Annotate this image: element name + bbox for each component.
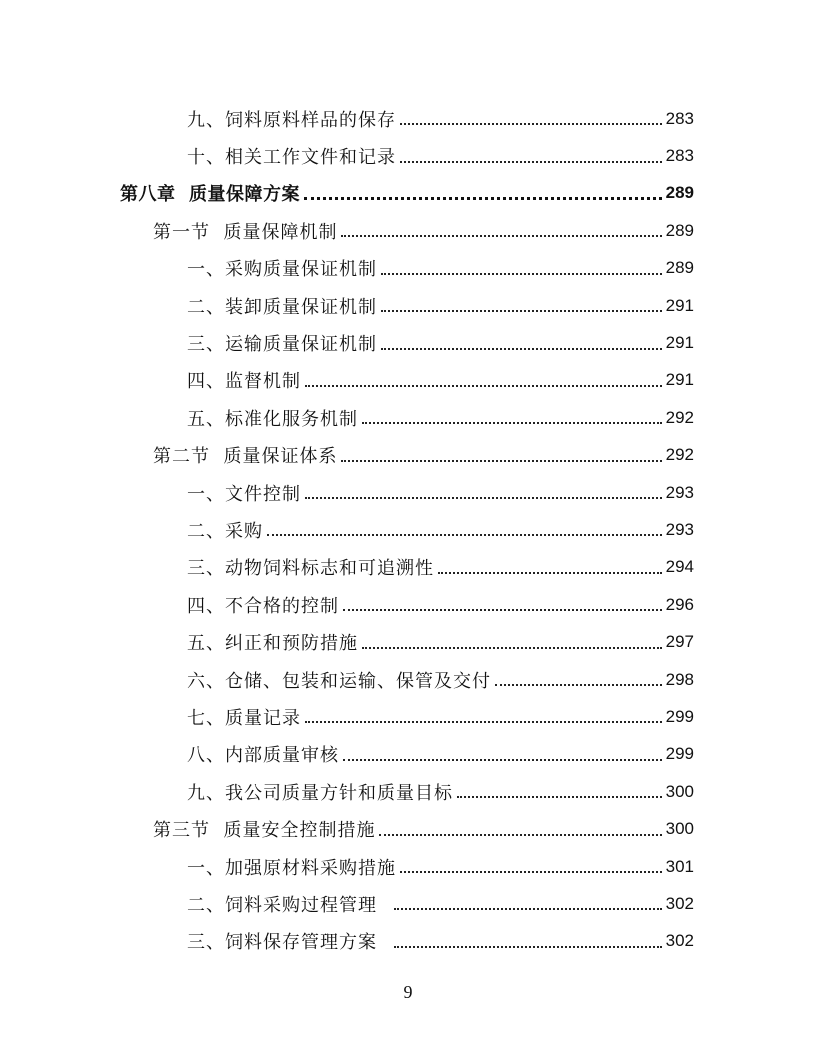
toc-entry-label: 二、采购 [187, 517, 265, 543]
toc-entry-page: 291 [665, 370, 694, 390]
dot-leader [305, 384, 662, 387]
dot-leader [400, 160, 662, 163]
toc-entry[interactable] [0, 100, 816, 137]
toc-entry-label: 九、饲料原料样品的保存 [187, 106, 398, 132]
toc-entry[interactable] [0, 661, 816, 698]
toc-entry-label: 四、监督机制 [187, 367, 303, 393]
toc-entry-page: 291 [665, 295, 694, 315]
toc-entry-page: 300 [665, 819, 694, 839]
toc-section-entry[interactable] [0, 212, 816, 249]
toc-entry-page: 294 [665, 557, 694, 577]
toc-entry-page: 302 [665, 931, 694, 951]
toc-entry-label: 一、采购质量保证机制 [187, 255, 379, 281]
toc-entry-page: 293 [665, 482, 694, 502]
toc-section-entry[interactable] [0, 437, 816, 474]
toc-entry[interactable] [0, 885, 816, 922]
dot-leader [267, 533, 662, 536]
dot-leader [343, 608, 662, 611]
toc-entry[interactable] [0, 736, 816, 773]
toc-entry-page: 291 [665, 333, 694, 353]
dot-leader [400, 870, 662, 873]
toc-entry-label: 七、质量记录 [187, 704, 303, 730]
toc-entry[interactable] [0, 324, 816, 361]
toc-entry-page: 298 [665, 669, 694, 689]
toc-entry-page: 289 [665, 220, 694, 240]
toc-entry[interactable] [0, 923, 816, 960]
toc-entry[interactable] [0, 511, 816, 548]
toc-entry-page: 289 [665, 258, 694, 278]
dot-leader [362, 646, 662, 649]
toc-chapter-entry[interactable] [0, 175, 816, 212]
dot-leader [341, 459, 661, 462]
toc-entry-page: 283 [665, 146, 694, 166]
toc-section-entry[interactable] [0, 810, 816, 847]
dot-leader [394, 945, 661, 948]
toc-entry[interactable] [0, 848, 816, 885]
toc-entry-label: 八、内部质量审核 [187, 741, 341, 767]
toc-entry[interactable] [0, 549, 816, 586]
toc-entry[interactable] [0, 399, 816, 436]
toc-entry-label: 十、相关工作文件和记录 [187, 143, 398, 169]
dot-leader [305, 720, 662, 723]
dot-leader [343, 758, 662, 761]
toc-entry-page: 292 [665, 445, 694, 465]
toc-entry[interactable] [0, 287, 816, 324]
toc-entry[interactable] [0, 698, 816, 735]
toc-entry[interactable] [0, 773, 816, 810]
toc-entry-label: 四、不合格的控制 [187, 592, 341, 618]
dot-leader [381, 347, 662, 350]
toc-entry-label: 三、动物饲料标志和可追溯性 [187, 554, 436, 580]
dot-leader [362, 421, 662, 424]
dot-leader [394, 907, 661, 910]
toc-entry-label: 第二节 质量保证体系 [153, 442, 339, 468]
dot-leader [400, 122, 662, 125]
toc-entry-label: 五、标准化服务机制 [187, 405, 360, 431]
toc-entry-label: 九、我公司质量方针和质量目标 [187, 779, 455, 805]
toc-entry-label: 第一节 质量保障机制 [153, 218, 339, 244]
toc-entry-page: 300 [665, 781, 694, 801]
toc-entry-page: 283 [665, 108, 694, 128]
toc-entry-page: 296 [665, 594, 694, 614]
toc-entry[interactable] [0, 250, 816, 287]
dot-leader [457, 795, 662, 798]
toc-entry-label: 三、饲料保存管理方案 [187, 928, 392, 954]
toc-entry-label: 第三节 质量安全控制措施 [153, 816, 377, 842]
toc-entry[interactable] [0, 362, 816, 399]
toc-entry[interactable] [0, 474, 816, 511]
toc-entry-label: 一、文件控制 [187, 480, 303, 506]
table-of-contents [0, 100, 816, 960]
toc-entry[interactable] [0, 586, 816, 623]
toc-entry-label: 五、纠正和预防措施 [187, 629, 360, 655]
dot-leader [381, 309, 662, 312]
toc-entry[interactable] [0, 137, 816, 174]
dot-leader [379, 833, 661, 836]
dot-leader [305, 496, 662, 499]
toc-entry-page: 289 [665, 183, 694, 203]
dot-leader [381, 272, 662, 275]
toc-entry-label: 二、饲料采购过程管理 [187, 891, 392, 917]
toc-entry[interactable] [0, 623, 816, 660]
toc-entry-page: 297 [665, 632, 694, 652]
toc-entry-page: 299 [665, 706, 694, 726]
dot-leader [304, 196, 662, 200]
dot-leader [495, 683, 662, 686]
toc-entry-page: 292 [665, 407, 694, 427]
page-number: 9 [403, 982, 413, 1002]
toc-entry-page: 301 [665, 856, 694, 876]
toc-entry-label: 三、运输质量保证机制 [187, 330, 379, 356]
toc-entry-label: 六、仓储、包装和运输、保管及交付 [187, 667, 493, 693]
toc-entry-page: 299 [665, 744, 694, 764]
dot-leader [438, 571, 662, 574]
toc-entry-page: 293 [665, 519, 694, 539]
toc-entry-page: 302 [665, 893, 694, 913]
toc-entry-label: 第八章 质量保障方案 [120, 180, 302, 206]
toc-entry-label: 一、加强原材料采购措施 [187, 854, 398, 880]
dot-leader [341, 234, 661, 237]
toc-entry-label: 二、装卸质量保证机制 [187, 293, 379, 319]
